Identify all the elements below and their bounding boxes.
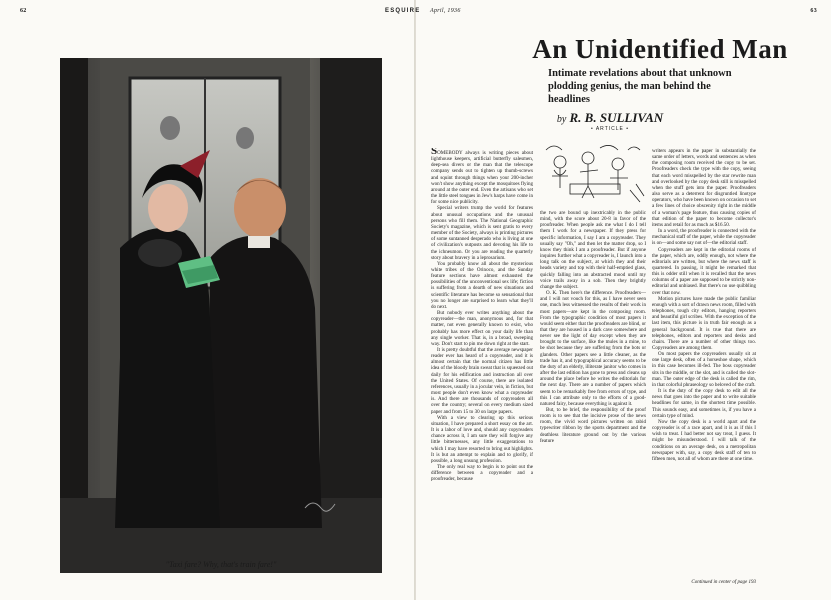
cartoon-newsroom: [540, 140, 646, 206]
byline: [520, 110, 700, 126]
article-column-1: [431, 148, 533, 585]
article-column-3: [652, 148, 756, 585]
issue-date: April, 1936: [430, 8, 461, 14]
col3-para-5: It is the duty of the copy desk to edit all the news that goes into the paper and to write suitable headlines for same, in the shortest time possible. This sounds easy, and sometimes is, if you have a certain type of mind.: [652, 388, 756, 419]
byline-by: by: [556, 114, 567, 125]
right-page-number: 63: [810, 8, 817, 14]
article-illustration: [60, 58, 382, 573]
illustration-caption: "Taxi fare? Why, that's train fare!": [165, 560, 277, 569]
cartoon-drawing: [540, 140, 646, 206]
continued-note: Continued in center of page 193: [691, 580, 756, 585]
col1-para-1: Special writers trump the world for features about unusual occupations and the unusual persons who fill them. The National Geographic Society's magazine, which is sent gratis to every member of the Society, always is printing pictures of some suntanned desperado who is living at one of civilization's outposts and devoting his life to the ichneumon. Or you are reading the quarterly story about bravery in a leprosarium.: [431, 205, 533, 261]
col3-para-3: Motion pictures have made the public familiar enough with a sort of drawn news room, filled with telephones, tough city editors, hanging reporters and beautiful girl scribes. With the exception of the last item, this picture is in truth fair enough as a general background. It is true that there are telephones, editors and reporters and desks and chairs. There are a number of other things too. Copyreaders are among them.: [652, 295, 756, 351]
left-page-number: 62: [20, 8, 27, 14]
col3-para-4: On most papers the copyreaders usually sit at one large desk, often of a horseshoe shape, which in this case becomes ill-fed. The boss copyreader sits in the middle, or the slot, and is called the slot-man. The outer edge of the desk is called the rim, in that colorful phraseology so beloved of the craft.: [652, 351, 756, 388]
col2-para-0: the two are bound up inextricably in the public mind, with the score about 20-8 in favor of the proofreader. When people ask me what I do I tell them I work for a newspaper. If they press for specific information, I say I am a copyreader. They usually say "Oh," and then let the matter drop, so I know they think I am a proofreader. But if anyone inquires further what a copyreader is, I launch into a long talk on the subject, at which they and their heads variety and top with their half-emptied glass, quickly falling into an abstracted mood until my voice trails away in a sob. Then they brightly change the subject.: [540, 210, 646, 290]
col2-para-1: O. K. Then here's the difference. Proofreaders—and I will not vouch for this, as I have never seen one, much less witnessed the results of their work in most papers—are kept in the composing room. From the typographic condition of most papers it would seem either that the proofreaders are blind, or that they are housed in a dark cave somewhere and never see the light of day except when they are brought to the surface, like the mules in a mine, to be shot because they are suffering from the bots or glanders. Other papers see a little cleaner, as the trade has it, and typographical accuracy seems to be the duty of an elderly, illiterate janitor who comes in after the last edition has gone to press and cleans up around the place before he writes the editorials for the next day. There are a number of papers which seem to be remarkably free from errors of type, and this I can attribute only to the efforts of a good-natured fairy, because everything is against it.: [540, 290, 646, 407]
section-label: • ARTICLE •: [590, 126, 630, 132]
couple-painting: [60, 58, 382, 573]
col3-para-6: Now the copy desk is a world apart and the copyreader is of a race apart, and it is as if this I wish to treat. I had better not say treat, I guess. It might be misunderstood. I will talk of the conditions on an average desk, on a metropolitan newspaper with, say, a copy desk staff of ten to fifteen men, not all of whom are there at one time.: [652, 418, 756, 462]
col1-para-4: It is pretty doubtful that the average newspaper reader ever has heard of a copyreader, and it is almost certain that the normal citizen has little idea of the bloody brain sweat that is squeezed out daily for his edification and instruction all over the United States. Of course, there are isolated references, usually in a jocular vein, in fiction, but most people don't even know what a copyreader is. And there are thousands of copyreaders all over the country; several on every medium sized paper and from 15 to 30 on large papers.: [431, 347, 533, 415]
article-column-2: [540, 210, 646, 585]
col1-para-0: SOMEBODY always is writing pieces about lighthouse keepers, artificial butterfly salesmen, deep-sea divers or the man that the telescope company sends out to tighten up thumb-screws and squint through things when your 200-incher won't show anything except the mosquitoes flying around at the outer end. Even the artisans who set the little steel tongues in Jew's harps have come in for some nice publicity.: [431, 148, 533, 205]
col3-para-1: In a word, the proofreader is connected with the mechanical staff of the paper, while the copyreader is on—and some say not of—the editorial staff.: [652, 228, 756, 247]
drop-cap: S: [431, 148, 438, 157]
article-title: An Unidentified Man: [532, 34, 788, 64]
col1-para-6: The only real way to begin is to point out the difference between a copyreader and a proofreader, because: [431, 463, 533, 483]
article-deck: Intimate revelations about that unknown plodding genius, the man behind the headlines: [548, 68, 732, 105]
page-gutter: [414, 0, 416, 600]
col1-para-3: But nobody ever writes anything about the copyreader—the man, anonymous and, for that matter, not even generally known to exist, who probably has more effect on your daily life than any single worker. That is, in a broad, sweeping way. Don't start to pin me down right at the start.: [431, 310, 533, 347]
col3-para-2: Copyreaders are kept in the editorial rooms of the paper, which are, oddly enough, not where the editorials are written, but where the news staff is quartered. In passing, it might be remarked that this is odder still when it is recalled that the news columns of a paper are supposed to be strictly non-editorial and unbiased. But there's no use quibbling over that now.: [652, 246, 756, 296]
col1-para-5: With a view to clearing up this serious situation, I have prepared a short essay on the art. It is a labor of love and, should any copyreaders chance across it, I am sure they will forgive any little bitternesses, any little exaggerations to which I may have resorted to bring out highlights. It is but an attempt to explain and to glorify, if possible, a long unsung profession.: [431, 414, 533, 464]
col3-para-0: writers appears in the paper in substantially the same order of letters, words and sentences as when the composing room received the copy to be set. Proofreaders check the type with the copy, seeing that each word misspelled by the star rewrite man and overlooked by the copy desk still is misspelled when the stuff gets into the paper. Proofreaders also serve as a deterrent for disgruntled linotype operators, who have been known on occasion to set a few lines of choice obscenity right in the middle of a woman's page feature, thus causing copies of that edition of the paper to become collector's items and retail for as much as $16.50.: [652, 148, 756, 228]
author-name: R. B. SULLIVAN: [569, 110, 664, 125]
col2-para-2: But, to be brief, the responsibility of the proof room is to see that the incisive prose of the news room, the vivid word pictures written on rabid typewriter ribbon by the sports department and the deathless literature ground out by the various feature: [540, 407, 646, 444]
magazine-name: ESQUIRE: [385, 8, 421, 14]
col1-para-2: You probably know all about the mysterious white tribes of the Orinoco, and the Sunday feature sections have almost exhausted the possibilities of the unconventional sex life; fiction is suffering from a dearth of new situations and scientific literature has become so sensational that you no longer are surprised to learn what they'll do next.: [431, 260, 533, 310]
